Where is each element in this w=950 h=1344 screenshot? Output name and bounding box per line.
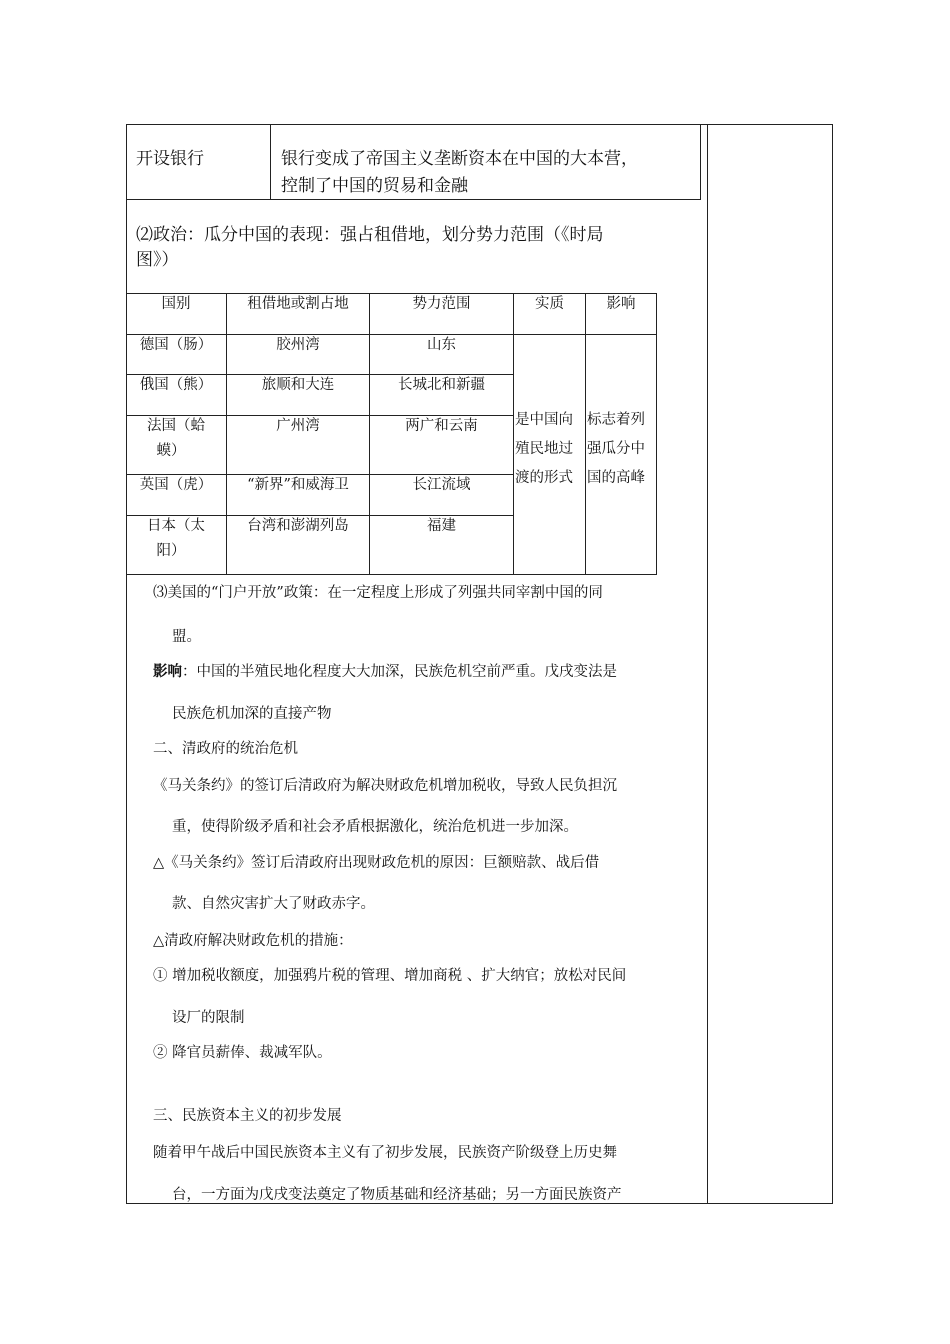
row3-territory: 广州湾 xyxy=(276,418,320,434)
frame-left-line xyxy=(126,124,127,1204)
frame-top-line xyxy=(126,124,833,125)
impact-line1 xyxy=(153,662,617,682)
s2-measure2: ② 降官员薪俸、裁减军队。 xyxy=(153,1045,332,1061)
row2-territory: 旅顺和大连 xyxy=(261,377,335,393)
top-row-divider-line xyxy=(270,124,271,200)
s3-para1-line1: 随着甲午战后中国民族资本主义有了初步发展，民族资产阶级登上历史舞 xyxy=(153,1145,617,1161)
open-door-line1: ⑶美国的“门户开放”政策：在一定程度上形成了列强共同宰割中国的同 xyxy=(153,585,603,601)
row5-territory: 台湾和澎湖列岛 xyxy=(247,518,349,534)
frame-right-line xyxy=(832,124,833,1204)
section3-title: 三、民族资本主义的初步发展 xyxy=(153,1108,342,1124)
s2-measure1-line1: ① 增加税收额度，加强鸦片税的管理、增加商税 、扩大纳官；放松对民间 xyxy=(153,968,627,984)
s2-para1-line2: 重，使得阶级矛盾和社会矛盾根据激化，统治危机进一步加深。 xyxy=(172,819,578,835)
top-row-label: 开设银行 xyxy=(136,149,204,169)
row3-country-line2: 蟆） xyxy=(156,443,186,459)
impact-label: 影响 xyxy=(153,663,182,680)
row1-country: 德国（肠） xyxy=(139,337,213,353)
impact-text: ：中国的半殖民地化程度大大加深，民族危机空前严重。戊戌变法是 xyxy=(182,664,617,680)
influence-cell: 标志着列强瓜分中国的高峰 xyxy=(587,412,645,486)
table-vline-3 xyxy=(513,293,514,575)
s2-measure1-line2: 设厂的限制 xyxy=(172,1010,245,1026)
inner-right-line xyxy=(700,124,701,200)
row5-country-line2: 阳） xyxy=(156,543,186,559)
top-row-bottom-line xyxy=(126,199,701,200)
table-vline-4 xyxy=(585,293,586,575)
column-divider-line xyxy=(707,124,708,1204)
politics-line2: 图》） xyxy=(136,250,179,270)
row3-country-line1: 法国（蛤 xyxy=(147,418,205,434)
table-bottom-line xyxy=(126,574,657,575)
row5-country-line1: 日本（太 xyxy=(147,518,205,534)
top-row-text-line1: 银行变成了帝国主义垄断资本在中国的大本营， xyxy=(281,149,638,169)
row5-sphere: 福建 xyxy=(427,518,456,534)
row4-sphere: 长江流域 xyxy=(412,477,471,493)
s2-para3: △清政府解决财政危机的措施： xyxy=(153,933,353,949)
top-row-text-line2: 控制了中国的贸易和金融 xyxy=(281,176,468,196)
s2-para2-line2: 款、自然灾害扩大了财政赤字。 xyxy=(172,896,375,912)
row4-country: 英国（虎） xyxy=(139,477,213,493)
row1-territory: 胶州湾 xyxy=(276,337,320,353)
header-influence: 影响 xyxy=(606,296,636,312)
header-sphere: 势力范围 xyxy=(412,296,471,312)
section2-title: 二、清政府的统治危机 xyxy=(153,741,298,757)
row1-sphere: 山东 xyxy=(427,337,456,353)
impact-line2: 民族危机加深的直接产物 xyxy=(172,706,332,722)
header-essence: 实质 xyxy=(535,296,564,312)
s2-para2-line1: △《马关条约》签订后清政府出现财政危机的原因：巨额赔款、战后借 xyxy=(153,855,600,871)
row4-territory: “新界”和威海卫 xyxy=(247,477,349,493)
row2-country: 俄国（熊） xyxy=(139,377,213,393)
header-territory: 租借地或割占地 xyxy=(247,296,349,312)
row2-sphere: 长城北和新疆 xyxy=(398,377,485,393)
header-country: 国别 xyxy=(161,296,191,312)
s3-para1-line2: 台，一方面为戊戌变法奠定了物质基础和经济基础；另一方面民族资产 xyxy=(172,1187,622,1203)
row3-sphere: 两广和云南 xyxy=(405,418,478,434)
s2-para1-line1: 《马关条约》的签订后清政府为解决财政危机增加税收，导致人民负担沉 xyxy=(153,778,617,794)
politics-line1: ⑵政治：瓜分中国的表现：强占租借地，划分势力范围（《时局 xyxy=(136,225,604,245)
essence-cell: 是中国向殖民地过渡的形式 xyxy=(515,412,573,486)
open-door-line2: 盟。 xyxy=(172,629,201,645)
